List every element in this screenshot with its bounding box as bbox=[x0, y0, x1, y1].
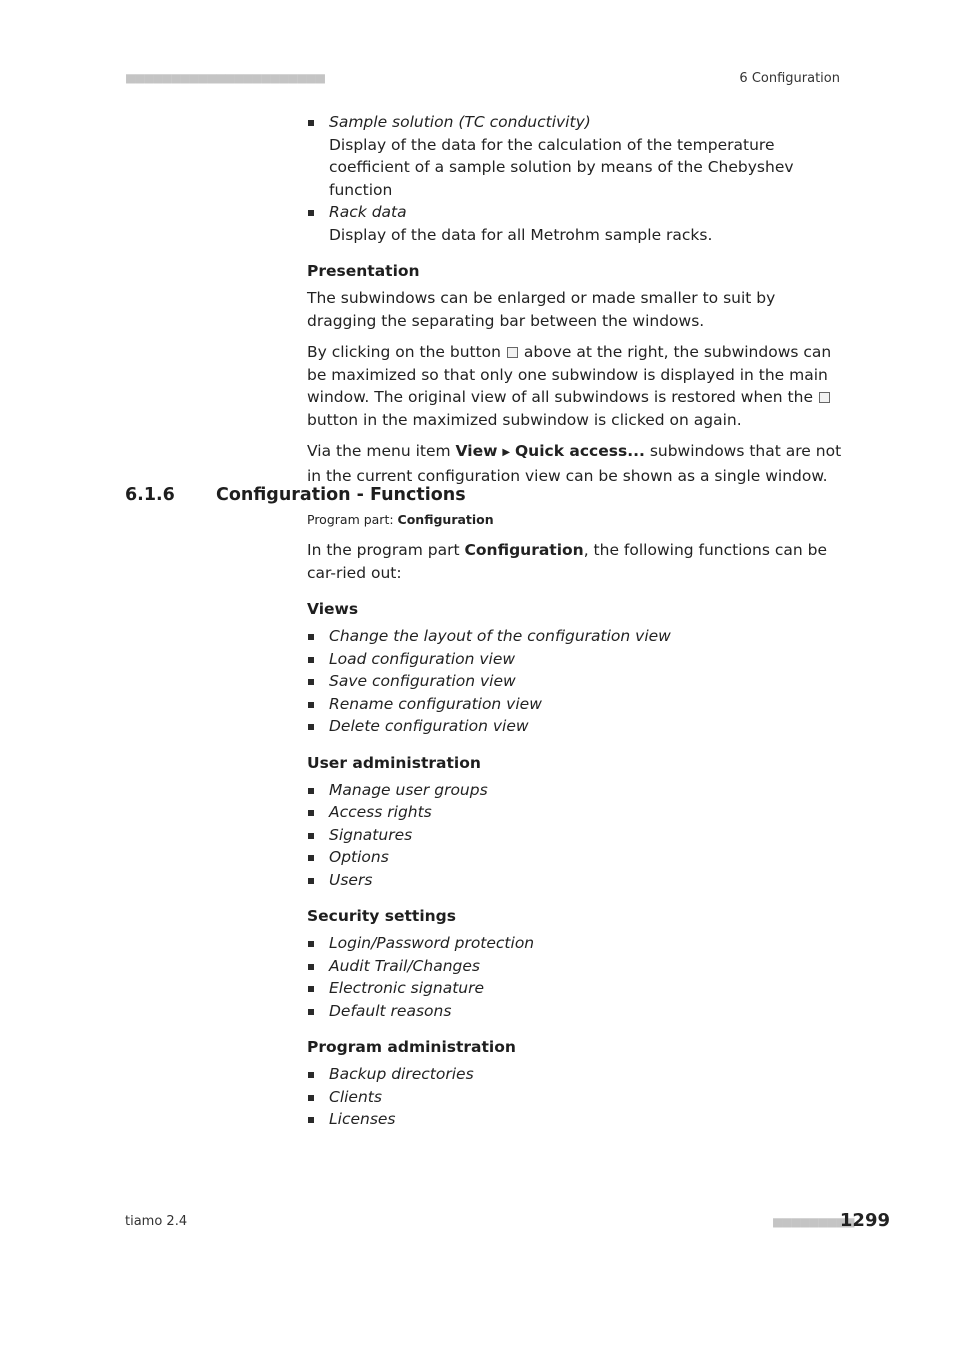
list-item: Access rights bbox=[307, 801, 847, 824]
list-item: Rename configuration view bbox=[307, 693, 847, 716]
header-chapter: 6 Configuration bbox=[739, 71, 840, 86]
presentation-paragraph-3 bbox=[307, 440, 847, 487]
menu-item-quick-access: Quick access... bbox=[514, 442, 645, 460]
maximize-icon bbox=[507, 347, 518, 358]
list-item bbox=[307, 111, 847, 201]
section-heading bbox=[125, 482, 466, 508]
list-item: Login/Password protection bbox=[307, 932, 847, 955]
content-section bbox=[307, 510, 847, 1131]
list-item: Save configuration view bbox=[307, 670, 847, 693]
text-run: , the following functions can be car-ried out: bbox=[307, 541, 827, 582]
section-intro bbox=[307, 539, 847, 584]
menu-arrow-icon: ▶ bbox=[502, 447, 511, 458]
list-item-term: Sample solution (TC conductivity) bbox=[329, 113, 591, 131]
group-heading-security-settings: Security settings bbox=[307, 907, 456, 925]
function-groups bbox=[307, 598, 847, 1131]
text-run: button in the maximized subwindow is clicked on again. bbox=[307, 410, 742, 429]
list-item: Signatures bbox=[307, 824, 847, 847]
list-item: Options bbox=[307, 846, 847, 869]
section-number: 6.1.6 bbox=[125, 485, 175, 505]
text-run: In the program part bbox=[307, 541, 460, 559]
list-item bbox=[307, 201, 847, 246]
footer-decoration: ■■■■■■■■■ bbox=[772, 1215, 854, 1229]
list-item: Electronic signature bbox=[307, 977, 847, 1000]
menu-item-view: View bbox=[455, 442, 498, 460]
content-top bbox=[307, 111, 847, 496]
list-item: Default reasons bbox=[307, 1000, 847, 1023]
presentation-paragraph-2 bbox=[307, 341, 847, 431]
group-list-security-settings bbox=[307, 932, 847, 1022]
list-item-desc: Display of the data for all Metrohm sample racks. bbox=[329, 225, 713, 244]
text-run: Via the menu item bbox=[307, 442, 451, 460]
list-item: Load configuration view bbox=[307, 648, 847, 671]
list-item: Backup directories bbox=[307, 1063, 847, 1086]
group-list-program-administration bbox=[307, 1063, 847, 1131]
page-number: 1299 bbox=[839, 1210, 890, 1231]
list-item: Clients bbox=[307, 1086, 847, 1109]
program-part-label: Program part: bbox=[307, 512, 394, 527]
group-heading-views: Views bbox=[307, 600, 359, 618]
intro-list bbox=[307, 111, 847, 246]
list-item: Change the layout of the configuration view bbox=[307, 625, 847, 648]
section-title: Configuration - Functions bbox=[216, 485, 466, 505]
presentation-heading: Presentation bbox=[307, 262, 420, 280]
header-decoration: ■■■■■■■■■■■■■■■■■■■■■■ bbox=[125, 71, 324, 85]
group-heading-program-administration: Program administration bbox=[307, 1038, 516, 1056]
text-run: subwindows that are not in the current configuration view can be shown as a single window. bbox=[307, 442, 842, 485]
group-list-views bbox=[307, 625, 847, 738]
program-part-value: Configuration bbox=[397, 512, 494, 527]
list-item-desc: Display of the data for the calculation of the temperature coefficient of a sample solution by means of the Chebyshev function bbox=[329, 135, 794, 199]
presentation-paragraph-1: The subwindows can be enlarged or made smaller to suit by dragging the separating bar between the windows. bbox=[307, 289, 776, 330]
text-run: above at the right, the subwindows can be maximized so that only one subwindow is displayed in the main window. The original view of all subwindows is restored when the bbox=[307, 343, 832, 406]
text-run: By clicking on the button bbox=[307, 343, 501, 361]
group-list-user-administration bbox=[307, 779, 847, 892]
group-heading-user-administration: User administration bbox=[307, 753, 481, 772]
program-part bbox=[307, 510, 847, 530]
footer-product: tiamo 2.4 bbox=[125, 1214, 188, 1229]
list-item: Manage user groups bbox=[307, 779, 847, 802]
list-item: Delete configuration view bbox=[307, 715, 847, 738]
list-item: Audit Trail/Changes bbox=[307, 955, 847, 978]
list-item: Users bbox=[307, 869, 847, 892]
list-item-term: Rack data bbox=[329, 203, 407, 221]
maximize-icon bbox=[819, 392, 830, 403]
list-item: Licenses bbox=[307, 1108, 847, 1131]
text-bold: Configuration bbox=[464, 541, 584, 559]
